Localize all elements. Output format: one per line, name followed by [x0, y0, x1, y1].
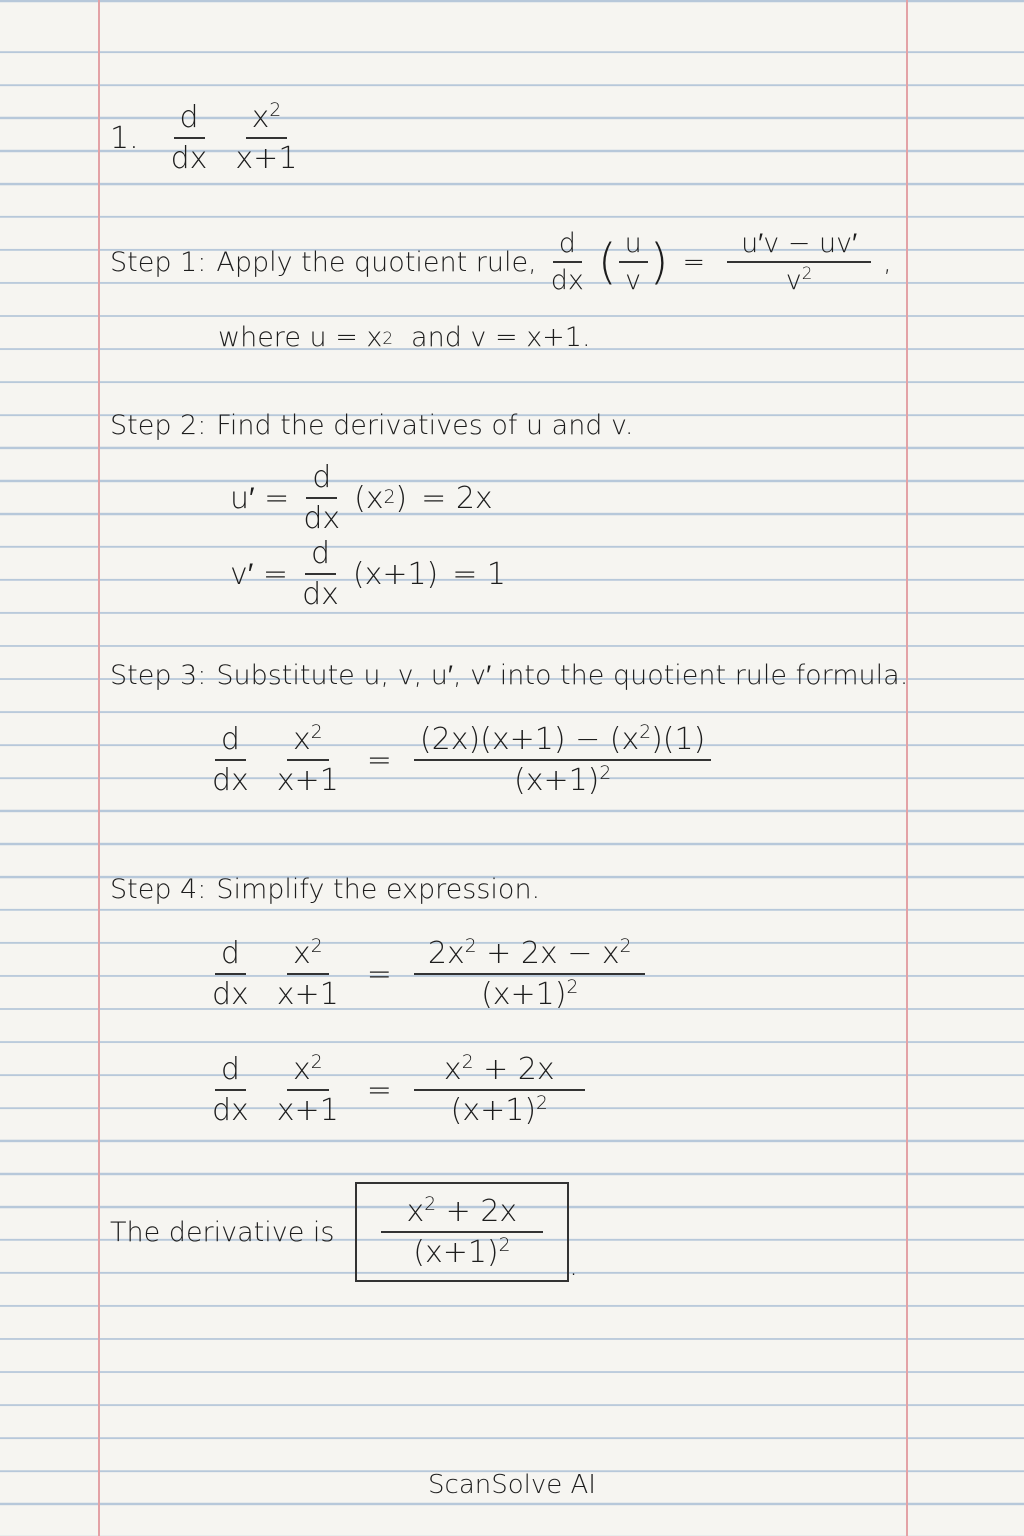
step1-rule-fraction	[727, 228, 871, 296]
answer-box	[355, 1182, 570, 1282]
step4-l2-dx: dx	[212, 1093, 249, 1128]
step2-u-dx: dx	[303, 501, 341, 536]
step3-lhs-d: d	[215, 722, 246, 761]
step4-line	[110, 874, 540, 905]
step4-l2-rhs-a-exp: 2	[461, 1052, 474, 1073]
step3-lhs-numerator-exp: 2	[310, 722, 323, 743]
answer-period: .	[569, 1251, 578, 1282]
step1-where-tail: and v = x+1.	[411, 322, 591, 353]
step4-equation-1	[198, 936, 653, 1012]
step1-v: v	[625, 265, 642, 296]
step1-rule-denominator-exp: 2	[801, 263, 813, 283]
step3-rhs-numerator-b: )(1)	[651, 722, 706, 757]
step2-v-operator	[296, 536, 345, 612]
step2-v-argument: (x+1)	[352, 556, 439, 592]
left-margin-line	[98, 0, 100, 1536]
step4-l1-lhs-fraction	[271, 936, 345, 1012]
problem-dx: dx	[170, 141, 208, 176]
right-margin-line	[906, 0, 908, 1536]
step1-rule-denominator: v	[785, 265, 802, 296]
step3-line	[110, 660, 908, 691]
step3-rhs-denominator: (x+1)	[513, 763, 600, 798]
step2-v-result: = 1	[452, 556, 507, 592]
step4-l2-lhs-fraction	[271, 1052, 345, 1128]
step3-rhs-fraction	[414, 722, 711, 798]
step1-where-line: where u = x 2 and v = x+1.	[218, 322, 591, 353]
step4-l2-rhs-a: x	[443, 1052, 462, 1087]
step2-u-d: d	[306, 460, 337, 499]
step3-equation	[198, 722, 719, 798]
step4-l1-lhs-numerator: x	[292, 936, 311, 971]
step1-close-paren: )	[649, 234, 669, 290]
answer-numerator-a: x	[406, 1194, 425, 1229]
step3-rhs-numerator-exp: 2	[639, 722, 652, 743]
step4-l1-dx: dx	[212, 977, 249, 1012]
step4-l2-rhs-denominator-exp: 2	[536, 1093, 548, 1114]
step3-lhs-operator	[206, 722, 255, 798]
step3-lhs-numerator: x	[292, 722, 311, 757]
step3-lhs-denominator: x+1	[276, 763, 339, 798]
problem-derivative-operator	[165, 100, 214, 176]
footer-brand: ScanSolve AI	[428, 1470, 596, 1500]
step2-v-dx: dx	[302, 577, 339, 612]
step4-l2-rhs-fraction	[414, 1052, 585, 1128]
step3-rhs-denominator-exp: 2	[599, 763, 612, 784]
step2-v-d: d	[305, 536, 336, 575]
step1-u-over-v	[619, 228, 648, 296]
step4-l1-rhs-denominator: (x+1)	[481, 977, 567, 1012]
step4-l2-lhs-numerator-exp: 2	[310, 1052, 323, 1073]
step3-lhs-dx: dx	[212, 763, 249, 798]
answer-numerator-exp: 2	[424, 1194, 437, 1215]
step1-d: d	[553, 228, 582, 263]
answer-denominator-exp: 2	[498, 1235, 511, 1256]
step1-trailing-comma: ,	[883, 246, 892, 278]
step2-u-operator	[297, 460, 346, 536]
problem-numerator: x	[251, 100, 270, 135]
problem-numerator-exp: 2	[269, 100, 282, 121]
step2-v-derivative	[230, 536, 506, 612]
step1-text: Apply the quotient rule,	[216, 246, 537, 278]
step4-l1-lhs-numerator-exp: 2	[310, 936, 323, 957]
step4-l2-operator	[206, 1052, 255, 1128]
step2-u-result: = 2x	[421, 480, 493, 516]
step2-u-argument: (x	[354, 480, 384, 516]
answer-text: The derivative is	[110, 1216, 335, 1248]
step4-text: Simplify the expression.	[216, 874, 541, 905]
step4-l1-operator	[206, 936, 255, 1012]
step2-v-prime: v′ =	[230, 556, 289, 592]
answer-denominator: (x+1)	[413, 1235, 499, 1270]
problem-d: d	[174, 100, 205, 139]
problem-number: 1.	[110, 120, 139, 156]
step1-line	[110, 228, 892, 296]
problem-denominator: x+1	[235, 141, 298, 176]
step2-u-derivative: u′ = $\frac{d}{dx}$ (x 2 ) = 2x	[230, 460, 493, 536]
step3-equals: =	[366, 742, 392, 778]
step2-line	[110, 410, 634, 441]
step1-where-text: where u = x	[218, 322, 383, 353]
step1-rule-numerator: u′v − uv′	[727, 228, 871, 263]
step1-derivative-operator	[545, 228, 590, 296]
step4-l1-lhs-denominator: x+1	[276, 977, 339, 1012]
step4-l1-d: d	[215, 936, 246, 975]
step3-rhs-numerator-a: (2x)(x+1) − (x	[419, 722, 640, 757]
step2-label: Step 2:	[110, 410, 207, 441]
step1-dx: dx	[550, 265, 584, 296]
step1-open-paren: (	[597, 234, 617, 290]
step4-label: Step 4:	[110, 874, 207, 905]
step3-lhs-fraction	[271, 722, 345, 798]
step4-l1-equals: =	[366, 956, 392, 992]
step4-l1-rhs-b-exp: 2	[619, 936, 632, 957]
step4-l2-d: d	[215, 1052, 246, 1091]
answer-numerator-b: + 2x	[445, 1194, 518, 1229]
step4-l2-lhs-numerator: x	[292, 1052, 311, 1087]
step1-label: Step 1:	[110, 246, 207, 278]
step4-equation-2	[198, 1052, 593, 1128]
step3-text: Substitute u, v, u′, v′ into the quotient rule formula.	[216, 660, 909, 691]
step2-u-argument-close: )	[395, 480, 408, 516]
problem-fraction	[229, 100, 303, 176]
step4-l1-rhs-a-exp: 2	[464, 936, 477, 957]
step4-l2-rhs-b: + 2x	[483, 1052, 555, 1087]
step4-l1-rhs-b: + 2x − x	[486, 936, 620, 971]
problem-statement	[110, 100, 311, 176]
step4-l1-rhs-denominator-exp: 2	[566, 977, 579, 998]
answer-fraction	[381, 1194, 544, 1270]
step1-u: u	[619, 228, 648, 263]
step4-l1-rhs-a: 2x	[427, 936, 465, 971]
step4-l1-rhs-fraction	[414, 936, 646, 1012]
step3-label: Step 3:	[110, 660, 207, 691]
step4-l2-rhs-denominator: (x+1)	[450, 1093, 537, 1128]
answer-line	[110, 1182, 578, 1282]
step4-l2-lhs-denominator: x+1	[276, 1093, 339, 1128]
step2-u-prime: u′ =	[230, 480, 290, 516]
step4-l2-equals: =	[366, 1072, 392, 1108]
step2-text: Find the derivatives of u and v.	[216, 410, 634, 441]
step1-equals: =	[682, 246, 706, 278]
